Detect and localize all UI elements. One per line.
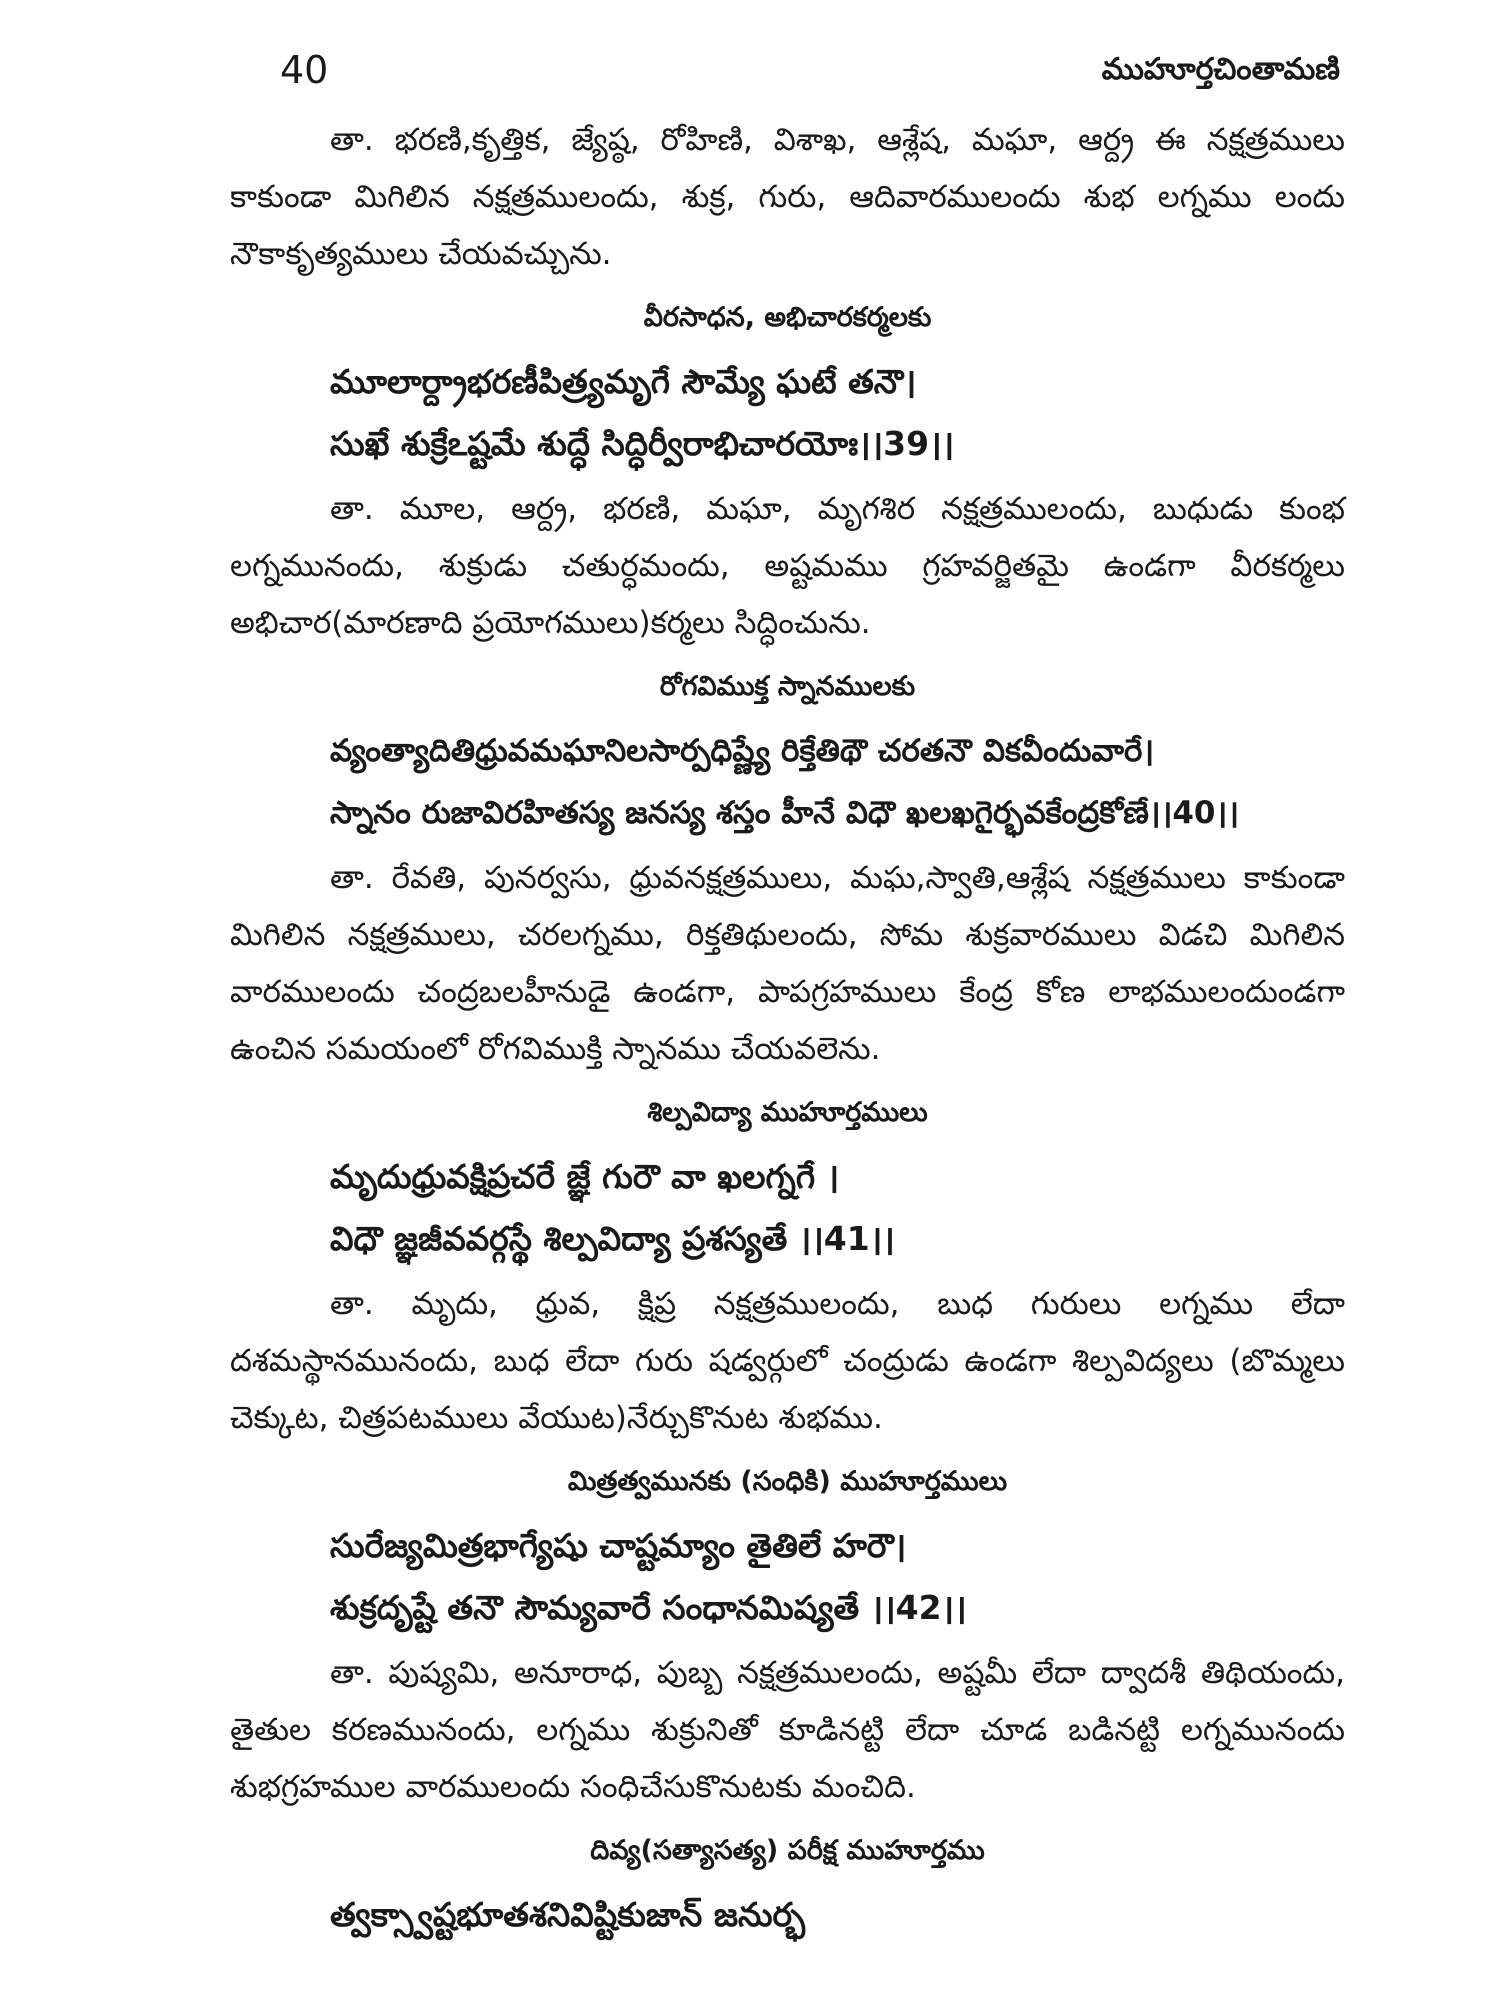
paragraph-shilpa-vidya: తా. మృదు, ధ్రువ, క్షిప్ర నక్షత్రములందు, బుధ గురులు లగ్నము లేదా దశమస్థానమునందు, బుధ లేదా గురు షడ్వర్గులో చంద్రుడు ఉండగా శిల్పవిద్యలు (బొమ్మలు చెక్కుట, చిత్రపటములు వేయుట)నేర్చుకొనుట శుభము. xyxy=(230,1286,1345,1436)
verse-line: శుక్రదృష్టే తనౌ సౌమ్యవారే సంధానమిష్యతే ।।42।। xyxy=(330,1588,967,1627)
verse-line: విధౌ జ్ఞజీవవర్గస్థే శిల్పవిద్యా ప్రశస్యతే ।।41।। xyxy=(330,1219,895,1258)
paragraph-sandhi: తా. పుష్యమి, అనూరాధ, పుబ్బ నక్షత్రములందు, అష్టమీ లేదా ద్వాదశీ తిథియందు, తైతుల కరణమునందు, లగ్నము శుక్రునితో కూడినట్టి లేదా చూడ బడినట్టి లగ్నమునందు శుభగ్రహముల వారములందు సంధిచేసుకొనుటకు మంచిది. xyxy=(230,1655,1345,1805)
verse-line: మృదుధ్రువక్షిప్రచరే జ్ఞే గురౌ వా ఖలగ్నగే । xyxy=(330,1157,840,1196)
verse-40 xyxy=(230,720,1345,844)
paragraph-veera-karma: తా. మూల, ఆర్ద్ర, భరణి, మఘా, మృగశిర నక్షత్రములందు, బుధుడు కుంభ లగ్నమునందు, శుక్రుడు చతుర్ధమందు, అష్టమము గ్రహవర్జితమై ఉండగా వీరకర్మలు అభిచార(మారణాది ప్రయోగములు)కర్మలు సిద్ధించును. xyxy=(230,491,1345,641)
verse-41 xyxy=(230,1146,1345,1270)
running-header-title: ముహూర్తచింతామణి xyxy=(1101,52,1340,87)
page-body xyxy=(230,112,1345,1952)
verse-line: సుఖే శుక్రేఽష్టమే శుద్ధే సిద్ధిర్వీరాభిచారయోః।।39।। xyxy=(330,424,955,463)
section-heading-mitratva: మిత్రత్వమునకు (సంధికి) ముహూర్తములు xyxy=(567,1466,1008,1497)
verse-line: వ్యంత్యాదితిధ్రువమఘానిలసార్పధిష్ణ్యే రిక్తేతిథౌ చరతనౌ వికవీందువారే। xyxy=(330,733,1155,769)
section-heading-shilpa-vidya: శిల్పవిద్యా ముహూర్తములు xyxy=(647,1097,928,1128)
verse-line: స్నానం రుజావిరహితస్య జనస్య శస్తం హీనే విధౌ ఖలఖగైర్భవకేంద్రకోణే।।40।। xyxy=(330,795,1239,831)
paragraph-boat-activities: తా. భరణి,కృత్తిక, జ్యేష్ఠ, రోహిణి, విశాఖ, ఆశ్లేష, మఘా, ఆర్ద్ర ఈ నక్షత్రములు కాకుండా మిగిలిన నక్షత్రములందు, శుక్ర, గురు, ఆదివారములందు శుభ లగ్నము లందు నౌకాకృత్యములు చేయవచ్చును. xyxy=(230,122,1345,272)
page-number: 40 xyxy=(280,48,329,92)
verse-43-partial xyxy=(230,1884,1345,1946)
verse-line: మూలార్ద్రాభరణీపిత్ర్యమృగే సౌమ్యే ఘటే తనౌ। xyxy=(330,362,917,401)
verse-39 xyxy=(230,351,1345,475)
verse-line: సురేజ్యమిత్రభాగ్యేషు చాష్టమ్యాం తైతిలే హరౌ। xyxy=(330,1526,907,1565)
section-heading-veerasadhana: వీరసాధన, అభిచారకర్మలకు xyxy=(643,302,932,333)
paragraph-roga-vimukti: తా. రేవతి, పునర్వసు, ధ్రువనక్షత్రములు, మఘ,స్వాతి,ఆశ్లేష నక్షత్రములు కాకుండా మిగిలిన నక్షత్రములు, చరలగ్నము, రిక్తతిథులందు, సోమ శుక్రవారములు విడచి మిగిలిన వారములందు చంద్రబలహీనుడై ఉండగా, పాపగ్రహములు కేంద్ర కోణ లాభములందుండగా ఉంచిన సమయంలో రోగవిముక్తి స్నానము చేయవలెను. xyxy=(230,860,1345,1067)
verse-42 xyxy=(230,1515,1345,1639)
section-heading-divya-pariksha: దివ్య(సత్యాసత్య) పరీక్ష ముహూర్తము xyxy=(590,1835,985,1866)
verse-line: త్వక్స్వాష్టభూతశనివిష్టికుజాన్ జనుర్భ xyxy=(330,1895,806,1934)
section-heading-roga-vimukta-snana: రోగవిముక్త స్నానములకు xyxy=(659,671,916,702)
